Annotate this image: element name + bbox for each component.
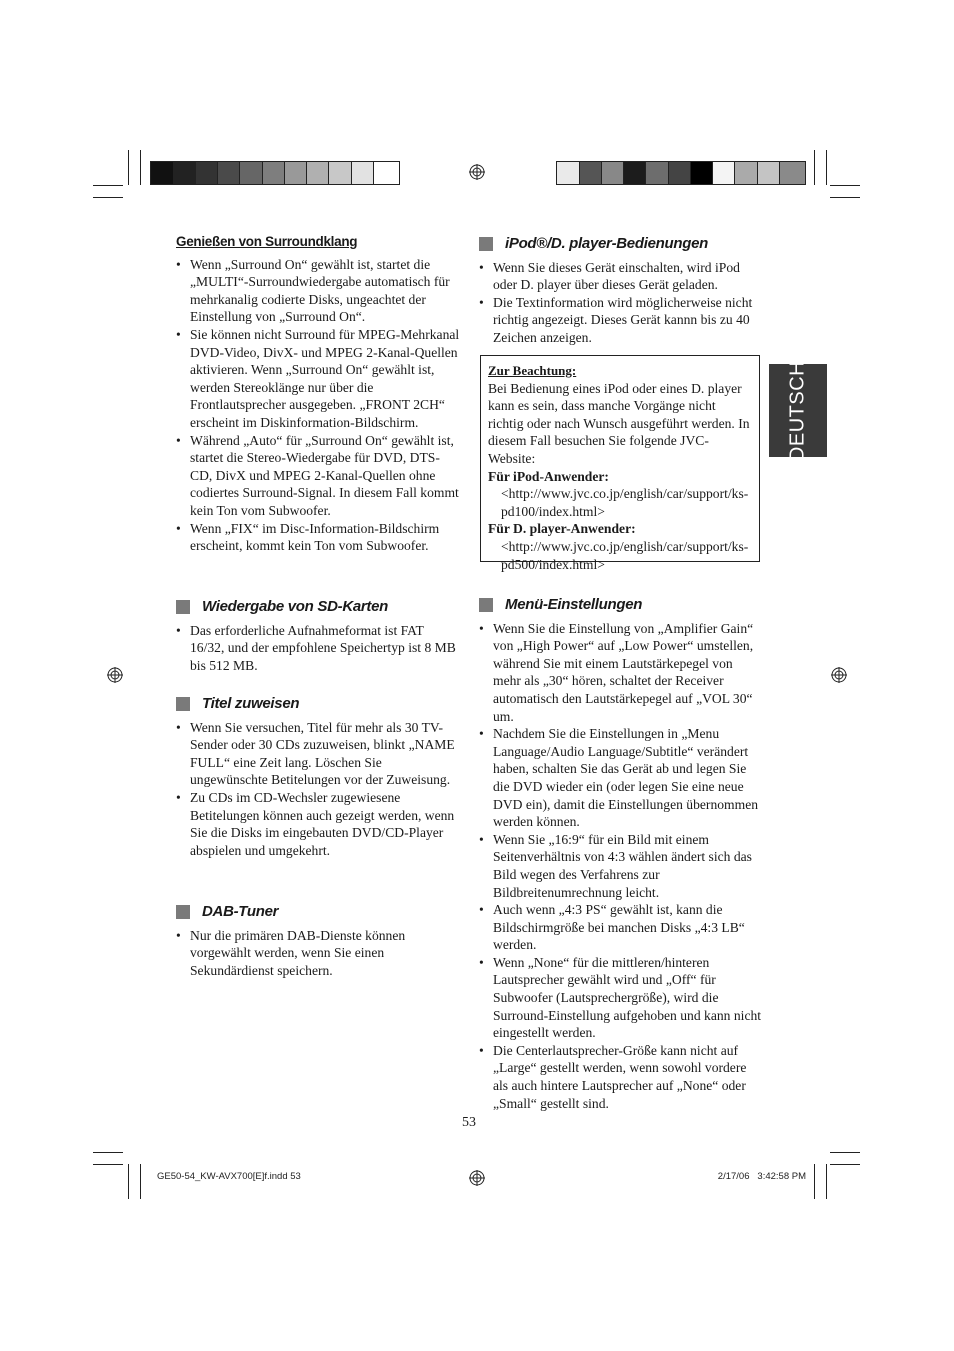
list-item: • Sie können nicht Surround für MPEG-Mehrkanal DVD-Video, DivX- und MPEG 2-Kanal-Quellen aktivieren. Wenn „Surround On“ gewählt ist, werden Stereoklänge nur über die Frontlautsprecher ausgegeben. „FRONT 2CH“ erscheint im Diskinformation-Bildschirm. [176,326,461,432]
section-square-icon [479,237,493,251]
list-item: • Wenn „FIX“ im Disc-Information-Bildschirm erscheint, kommt kein Ton vom Subwoofer. [176,520,461,555]
dab-heading-text: DAB-Tuner [202,903,279,920]
list-item: • Wenn Sie „16:9“ für ein Bild mit einem Seitenverhältnis von 4:3 wählen ändert sich das Bild wegen des Verfahrens zur Bildbreitenumrechnung leicht. [479,831,764,901]
page-number: 53 [462,1115,476,1130]
ipod-list [479,259,764,347]
crop-mark [128,150,129,185]
list-item: • Wenn „Surround On“ gewählt ist, startet die „MULTI“-Surroundwiedergabe automatisch für mehrkanalig codierte Disks, ungeachtet der Einstellung von „Surround On“. [176,256,461,326]
list-item: • Die Centerlautsprecher-Größe kann nicht auf „Large“ gestellt werden, wenn sowohl vordere als auch hintere Lautsprecher auf „None“ oder „Small“ gestellt sind. [479,1042,764,1112]
note-ipod-url: <http://www.jvc.co.jp/english/car/support/ks-pd100/index.html> [501,486,749,519]
dab-section [176,903,461,979]
crop-mark [830,1152,860,1153]
note-ipod-link [488,468,751,521]
list-item: • Die Textinformation wird möglicherweise nicht richtig angezeigt. Dieses Gerät kannn bis zu 40 Zeichen anzeigen. [479,294,764,347]
list-item: • Wenn Sie die Einstellung von „Amplifier Gain“ von „High Power“ auf „Low Power“ umstellen, während Sie mit einem Lautstärkepegel von mehr als „30“ hören, schaltet der Receiver automatisch den Lautstärkepegel auf „VOL 30“ um. [479,620,764,726]
crop-mark [830,1164,860,1165]
registration-mark-icon [469,1170,485,1186]
crop-mark [814,1164,815,1199]
crop-mark [140,150,141,185]
language-tab [769,360,827,461]
menu-list [479,620,764,1113]
list-item: • Nachdem Sie die Einstellungen in „Menu Language/Audio Language/Subtitle“ verändert haben, schalten Sie das Gerät ab und legen Sie die DVD wieder ein (oder legen Sie eine neue DVD ein), damit die Einstellungen übernommen werden können. [479,725,764,831]
note-ipod-label: Für iPod-Anwender: [488,468,609,484]
list-item: • Wenn Sie dieses Gerät einschalten, wird iPod oder D. player über dieses Gerät geladen. [479,259,764,294]
registration-mark-icon [469,164,485,180]
list-item: • Während „Auto“ für „Surround On“ gewählt ist, startet die Stereo-Wiedergabe für DVD, DTS-CD, DivX und MPEG 2-Kanal-Quellen ohne codiertes Surround-Signal. In diesem Fall kommt kein Ton vom Subwoofer. [176,432,461,520]
crop-mark [93,1164,123,1165]
sd-section [176,598,461,674]
registration-mark-icon [107,667,123,683]
section-square-icon [176,600,190,614]
crop-mark [826,150,827,185]
crop-mark [128,1164,129,1199]
crop-mark [814,150,815,185]
ipod-section [479,235,764,347]
section-square-icon [176,697,190,711]
section-square-icon [479,598,493,612]
surround-heading: Genießen von Surroundklang [176,234,358,249]
titles-section [176,695,461,859]
section-square-icon [176,905,190,919]
crop-mark [93,185,123,186]
list-item: • Nur die primären DAB-Dienste können vorgewählt werden, wenn Sie einen Sekundärdienst speichern. [176,927,461,980]
ipod-heading [479,235,764,253]
footer-file: GE50-54_KW-AVX700[E]f.indd 53 [157,1171,301,1182]
note-box [480,355,760,572]
menu-section [479,596,764,1112]
color-bar-right [556,161,806,185]
note-dplayer-url: <http://www.jvc.co.jp/english/car/support/ks-pd500/index.html> [501,538,749,572]
crop-mark [93,1152,123,1153]
titles-heading [176,695,461,713]
note-dplayer-label: Für D. player-Anwender: [488,521,636,537]
list-item: • Zu CDs im CD-Wechsler zugewiesene Betitelungen können auch gezeigt werden, wenn Sie die Disks im eingebauten DVD/CD-Player abspielen und umgekehrt. [176,789,461,859]
dab-heading [176,903,461,921]
surround-list [176,256,461,555]
crop-mark [826,1164,827,1199]
note-dplayer-link [488,520,751,573]
list-item: • Das erforderliche Aufnahmeformat ist FAT 16/32, und der empfohlene Speichertyp ist 8 MB bis 512 MB. [176,622,461,675]
color-bar-left [150,161,400,185]
dab-list [176,927,461,980]
language-tab-label: DEUTSCH [786,360,809,461]
list-item: • Wenn Sie versuchen, Titel für mehr als 30 TV-Sender oder 30 CDs zuzuweisen, blinkt „NAME FULL“ eine Zeit lang. Löschen Sie ungewünschte Betitelungen vor der Zuweisung. [176,719,461,789]
menu-heading [479,596,764,614]
sd-heading-text: Wiedergabe von SD-Karten [202,598,389,615]
menu-heading-text: Menü-Einstellungen [505,596,643,613]
ipod-heading-text: iPod®/D. player-Bedienungen [505,235,708,252]
note-body: Bei Bedienung eines iPod oder eines D. player kann es sein, dass manche Vorgänge nicht richtig oder nach Wunsch ausgeführt werden. In diesem Fall besuchen Sie folgende JVC-Website: [488,380,750,466]
registration-mark-icon [831,667,847,683]
sd-list [176,622,461,675]
sd-heading [176,598,461,616]
crop-mark [140,1164,141,1199]
crop-mark [830,197,860,198]
titles-list [176,719,461,860]
titles-heading-text: Titel zuweisen [202,695,300,712]
crop-mark [830,185,860,186]
list-item: • Auch wenn „4:3 PS“ gewählt ist, kann die Bildschirmgröße bei manchen Disks „4:3 LB“ werden. [479,901,764,954]
list-item: • Wenn „None“ für die mittleren/hinteren Lautsprecher gewählt wird und „Off“ für Subwoofer (Lautsprechergröße), wird die Surround-Einstellung aufgehoben und kann nicht eingestellt werden. [479,954,764,1042]
left-column [176,233,461,555]
note-title: Zur Beachtung: [488,363,577,378]
crop-mark [93,197,123,198]
footer-timestamp: 2/17/06 3:42:58 PM [717,1171,806,1182]
